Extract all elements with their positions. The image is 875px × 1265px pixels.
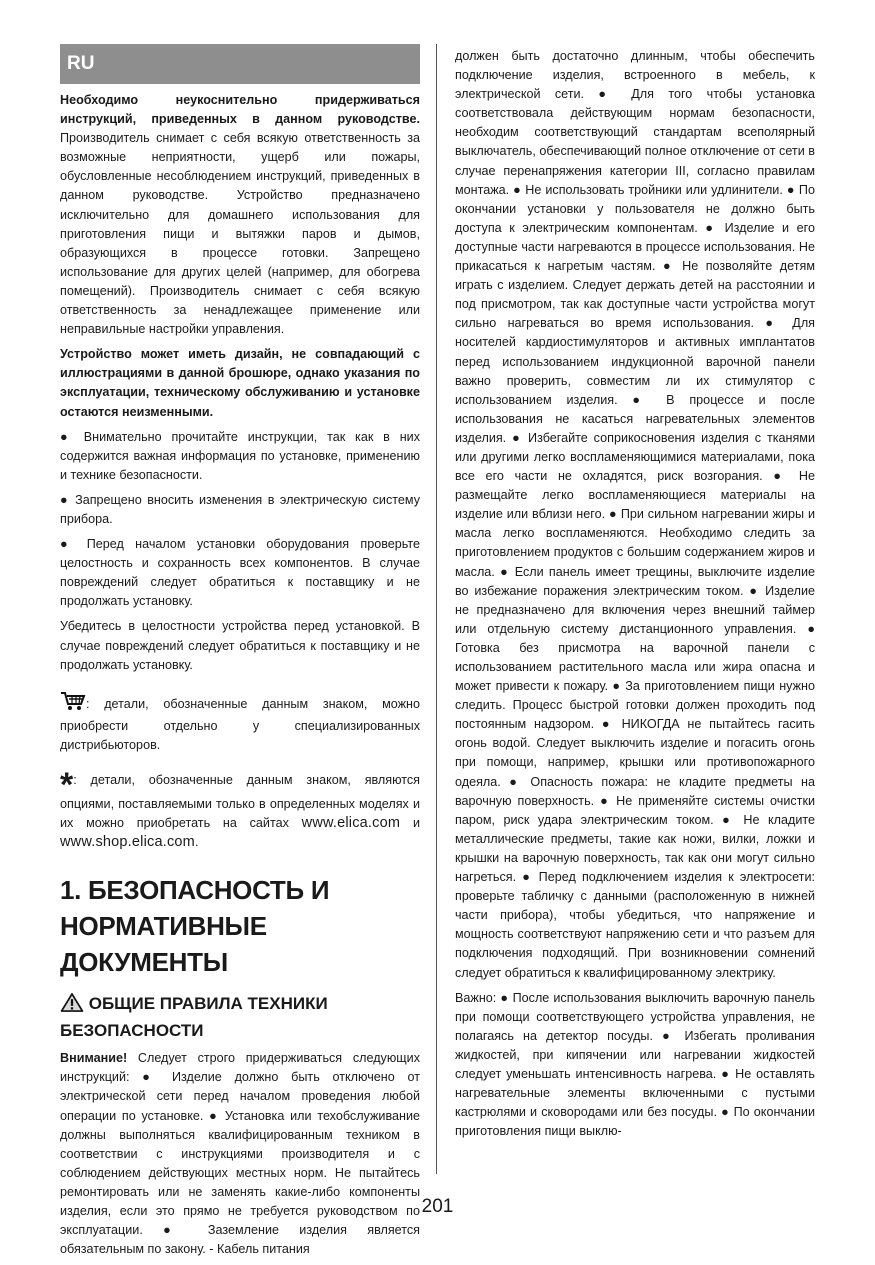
- intro-text: Производитель снимает с себя всякую ответственность за возможные неприятности, ущерб или пожары, обусловленные несоблюдением инструкций, приведенных в данном руководстве. Устройство предназначено исключительно для домашнего использования для приготовления пищи и вытяжки паров и дымов, образующихся в процессе готовки. Запрещено использование для других целей (например, для обогрева помещений). Производитель снимает с себя всякую ответственность за ненадлежащее применение или неправильные настройки управления.: [60, 131, 420, 337]
- left-column: [60, 44, 420, 1265]
- cart-note-text: : детали, обозначенные данным знаком, можно приобрести отдельно у специализированных дистрибьюторов.: [60, 696, 420, 752]
- subsection-title: [60, 992, 420, 1043]
- bullet-instructions: ● Внимательно прочитайте инструкции, так как в них содержится важная информация по установке, применению и технике безопасности.: [60, 429, 420, 482]
- asterisk-icon: *: [60, 766, 74, 804]
- intro-bold: Необходимо неукоснительно придерживаться инструкций, приведенных в данном руководстве.: [60, 93, 420, 127]
- url-end: .: [194, 835, 199, 850]
- right-column: [455, 47, 815, 1147]
- and-word: и: [400, 816, 420, 831]
- warning-text: Следует строго придерживаться следующих инструкций: ● Изделие должно быть отключено от электрической сети перед началом проведения любой операции по установке. ● Установка или техобслуживание должны выполняться квалифицированным техником в соответствии с инструкциями производителя и с соблюдением действующих местных норм. Не пытайтесь ремонтировать или не заменять какие-либо компоненты изделия, если это прямо не требуется руководством по эксплуатации. ● Заземление изделия является обязательным по закону. - Кабель питания: [60, 1051, 420, 1257]
- warning-label: Внимание!: [60, 1051, 128, 1066]
- important-paragraph: Важно: ● После использования выключить варочную панель при помощи соответствующего устройства управления, не полагаясь на детектор посуды. ● Избегать проливания жидкостей, при кипячении или нагревании жидкостей следует уменьшать интенсивность нагрева. ● Не оставлять нагревательные элементы включенными с пустыми кастрюлями и сковородами или без посуды. ● По окончании приготовления пищи выклю-: [455, 990, 815, 1139]
- cart-note: [60, 691, 420, 755]
- page-number: 201: [421, 1196, 454, 1217]
- warning-icon: [60, 993, 84, 1019]
- bullet-no-modifications: ● Запрещено вносить изменения в электрическую систему прибора.: [60, 492, 420, 526]
- shopping-cart-icon: [60, 691, 86, 717]
- star-note-text: : детали, обозначенные данным знаком, являются опциями, поставляемыми только в определенных моделях и их можно приобретать на сайтах: [60, 773, 420, 831]
- design-note: Устройство может иметь дизайн, не совпадающий с иллюстрациями в данной брошюре, однако указания по эксплуатации, техническому обслуживанию и установке остаются неизменными.: [60, 347, 420, 419]
- column-divider: [436, 44, 437, 1174]
- safety-paragraph: должен быть достаточно длинным, чтобы обеспечить подключение изделия, встроенного в мебель, к электрической сети. ● Для того чтобы установка соответствовала действующим нормам безопасности, необходим соответствующий стандартам всеполярный выключатель, обеспечивающий полное отключение от сети в случае перенапряжения категории III, согласно правилам монтажа. ● Не использовать тройники или удлинители. ● По окончании установки у пользователя не должно быть доступа к электрическим компонентам. ● Изделие и его доступные части нагреваются в процессе использования. Не прикасаться к нагретым частям. ● Не позволяйте детям играть с изделием. Следует держать детей на расстоянии и под присмотром, так как доступные части устройства могут сильно нагреваться во время использования. ● Для носителей кардиостимуляторов и активных имплантатов перед использованием индукционной варочной панели важно проверить, совместим ли их стимулятор с использованием изделия. ● В процессе и после использования не касаться нагревательных элементов изделия. ● Избегайте соприкосновения изделия с тканями или другими легко воспламеняющимися материалами, пока все его части не охладятся, риск возгорания. ● Не размещайте легко воспламеняющиеся материалы на изделие или вблизи него. ● При сильном нагревании жиры и масла легко воспламеняются. Необходимо следить за приготовлением продуктов с большим содержанием жиров и масла. ● Если панель имеет трещины, выключите изделие во избежание поражения электрическим током. ● Изделие не предназначено для включения через внешний таймер или отдельную систему дистанционного управления. ● Готовка без присмотра на варочной панели с использованием растительного масла или жира опасна и может привести к пожару. ● За приготовлением пищи нужно следить. Процесс быстрой готовки должен проходить под постоянным надзором. ● НИКОГДА не пытайтесь гасить огонь водой. Следует выключить изделие и погасить огонь при помощи, например, крышки или противопожарного одеяла. ● Опасность пожара: не кладите предметы на варочную поверхность. ● Не применяйте системы очистки паром, риск удара электрическим током. ● Не кладите металлические предметы, такие как ножи, вилки, ложки и крышки на варочную поверхность, так как они могут сильно нагреться. ● Перед подключением изделия к электросети: проверьте табличку с данными (расположенную в нижней части прибора), чтобы убедиться, что напряжение и мощность соответствуют напряжению сети и что разъем для подключения подходящий. При возникновении сомнений следует обратиться к квалифицированному электрику.: [455, 49, 815, 980]
- section-title: 1. БЕЗОПАСНОСТЬ И НОРМАТИВНЫЕ ДОКУМЕНТЫ: [60, 875, 330, 978]
- star-note: [60, 766, 420, 852]
- integrity-note: Убедитесь в целостности устройства перед установкой. В случае повреждений следует обратиться к поставщику и не продолжать установку.: [60, 619, 420, 672]
- subsection-title-text: ОБЩИЕ ПРАВИЛА ТЕХНИКИ БЕЗОПАСНОСТИ: [60, 994, 328, 1041]
- language-bar: [60, 44, 420, 84]
- url-shop-elica: www.shop.elica.com: [60, 834, 195, 851]
- language-label: RU: [67, 53, 95, 74]
- url-elica: www.elica.com: [301, 815, 401, 832]
- warning-paragraph: [60, 1049, 420, 1259]
- intro-paragraph: [60, 91, 420, 339]
- bullet-check-components: ● Перед началом установки оборудования проверьте целостность и сохранность всех компонентов. В случае повреждений следует обратиться к поставщику и не продолжать установку.: [60, 537, 420, 609]
